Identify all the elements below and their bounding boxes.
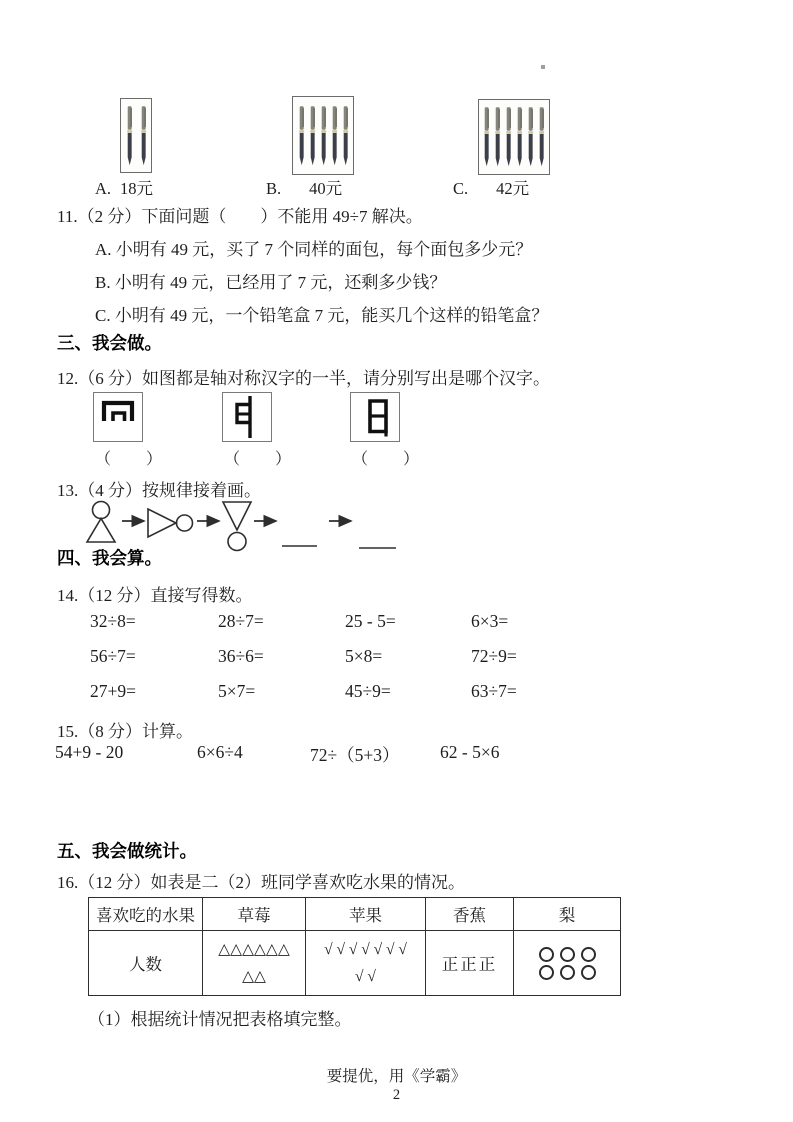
stray-mark [541, 65, 545, 69]
pen-icon [308, 103, 317, 169]
math-expression: 25 - 5= [345, 611, 396, 631]
math-expression: 36÷6= [218, 646, 264, 666]
ring-row [514, 947, 620, 962]
math-expression: 6×6÷4 [197, 742, 243, 762]
circle-tally-icon [539, 965, 554, 980]
q14-problem-grid [90, 611, 563, 716]
math-expression: 5×7= [218, 681, 256, 701]
circle-tally-icon [560, 947, 575, 962]
pen-box-a [120, 98, 152, 173]
pen-icon [515, 104, 524, 170]
section-5-title: 五、我会做统计。 [57, 841, 197, 861]
pen-icon [504, 104, 513, 170]
ring-row [514, 965, 620, 980]
section-3-title: 三、我会做。 [57, 333, 162, 353]
fruit-statistics-table [88, 897, 621, 996]
pen-box-b [292, 96, 354, 175]
half-character-box-2 [222, 392, 272, 442]
table-header-row [89, 898, 621, 931]
apple-tally [306, 931, 426, 996]
option-price: 42元 [496, 179, 530, 198]
math-expression: 72÷9= [471, 646, 517, 666]
q16-stem: 16.（12 分）如表是二（2）班同学喜欢吃水果的情况。 [57, 873, 465, 892]
half-character-box-1 [93, 392, 143, 442]
option-letter: C. [453, 179, 469, 198]
section-4-title: 四、我会算。 [57, 548, 162, 568]
option-label-a [95, 175, 153, 199]
pen-icon [493, 104, 502, 170]
option-price: 18元 [120, 179, 154, 198]
half-character-glyph-3 [351, 393, 399, 441]
math-expression: 6×3= [471, 611, 509, 631]
half-character-glyph-2 [223, 393, 271, 441]
q16-sub1: （1）根据统计情况把表格填完整。 [88, 1010, 352, 1029]
answer-blank-3: （ ） [352, 451, 421, 468]
tally-line: △△△△△△ [218, 941, 290, 958]
tally-line: √ √ [355, 968, 376, 985]
half-character-glyph-1 [94, 393, 142, 441]
row-label-people-count: 人数 [89, 931, 203, 996]
answer-blank-1: （ ） [95, 451, 164, 468]
option-label-c [453, 175, 529, 199]
q11-option-b: B. 小明有 49 元，已经用了 7 元，还剩多少钱？ [95, 273, 447, 292]
q11-option-a: A. 小明有 49 元，买了 7 个同样的面包，每个面包多少元？ [95, 240, 533, 259]
q15-problem-row [55, 742, 560, 767]
math-expression: 62 - 5×6 [440, 742, 500, 762]
q14-stem: 14.（12 分）直接写得数。 [57, 586, 253, 605]
pen-icon [125, 103, 134, 169]
option-label-b [266, 175, 342, 199]
q11-stem: 11.（2 分）下面问题（ ）不能用 49÷7 解决。 [57, 207, 423, 226]
circle-tally-icon [539, 947, 554, 962]
option-letter: B. [266, 179, 282, 198]
math-expression: 54+9 - 20 [55, 742, 124, 762]
pen-icon [482, 104, 491, 170]
math-expression: 27+9= [90, 681, 136, 701]
math-expression: 63÷7= [471, 681, 517, 701]
option-letter: A. [95, 179, 112, 198]
pen-icon [319, 103, 328, 169]
header-fruit: 喜欢吃的水果 [89, 898, 203, 931]
header-banana: 香蕉 [426, 898, 514, 931]
banana-tally: 正正正 [426, 931, 514, 996]
circle-tally-icon [560, 965, 575, 980]
tally-line: △△ [242, 968, 266, 985]
math-expression: 56÷7= [90, 646, 136, 666]
circle-tally-icon [581, 965, 596, 980]
pen-icon [341, 103, 350, 169]
pen-icon [330, 103, 339, 169]
header-apple: 苹果 [306, 898, 426, 931]
page-number: 2 [392, 1087, 401, 1103]
q11-option-c: C. 小明有 49 元，一个铅笔盒 7 元，能买几个这样的铅笔盒？ [95, 306, 549, 325]
header-pear: 梨 [514, 898, 621, 931]
q13-stem: 13.（4 分）按规律接着画。 [57, 481, 261, 500]
option-price: 40元 [309, 179, 343, 198]
pen-icon [537, 104, 546, 170]
math-expression: 28÷7= [218, 611, 264, 631]
math-expression: 72÷（5+3） [310, 745, 400, 765]
math-expression: 45÷9= [345, 681, 391, 701]
math-expression: 5×8= [345, 646, 383, 666]
math-expression: 32÷8= [90, 611, 136, 631]
pear-tally [514, 931, 621, 996]
q12-stem: 12.（6 分）如图都是轴对称汉字的一半，请分别写出是哪个汉字。 [57, 369, 550, 388]
tally-line: √ √ √ √ √ √ √ [324, 941, 407, 958]
pen-icon [526, 104, 535, 170]
q15-stem: 15.（8 分）计算。 [57, 722, 193, 741]
pen-icon [297, 103, 306, 169]
pen-box-c [478, 99, 550, 175]
circle-tally-icon [581, 947, 596, 962]
table-data-row [89, 931, 621, 996]
footer-slogan: 要提优，用《学霸》 [326, 1068, 467, 1085]
strawberry-tally [203, 931, 306, 996]
answer-blank-2: （ ） [224, 451, 293, 468]
header-strawberry: 草莓 [203, 898, 306, 931]
half-character-box-3 [350, 392, 400, 442]
pen-icon [139, 103, 148, 169]
